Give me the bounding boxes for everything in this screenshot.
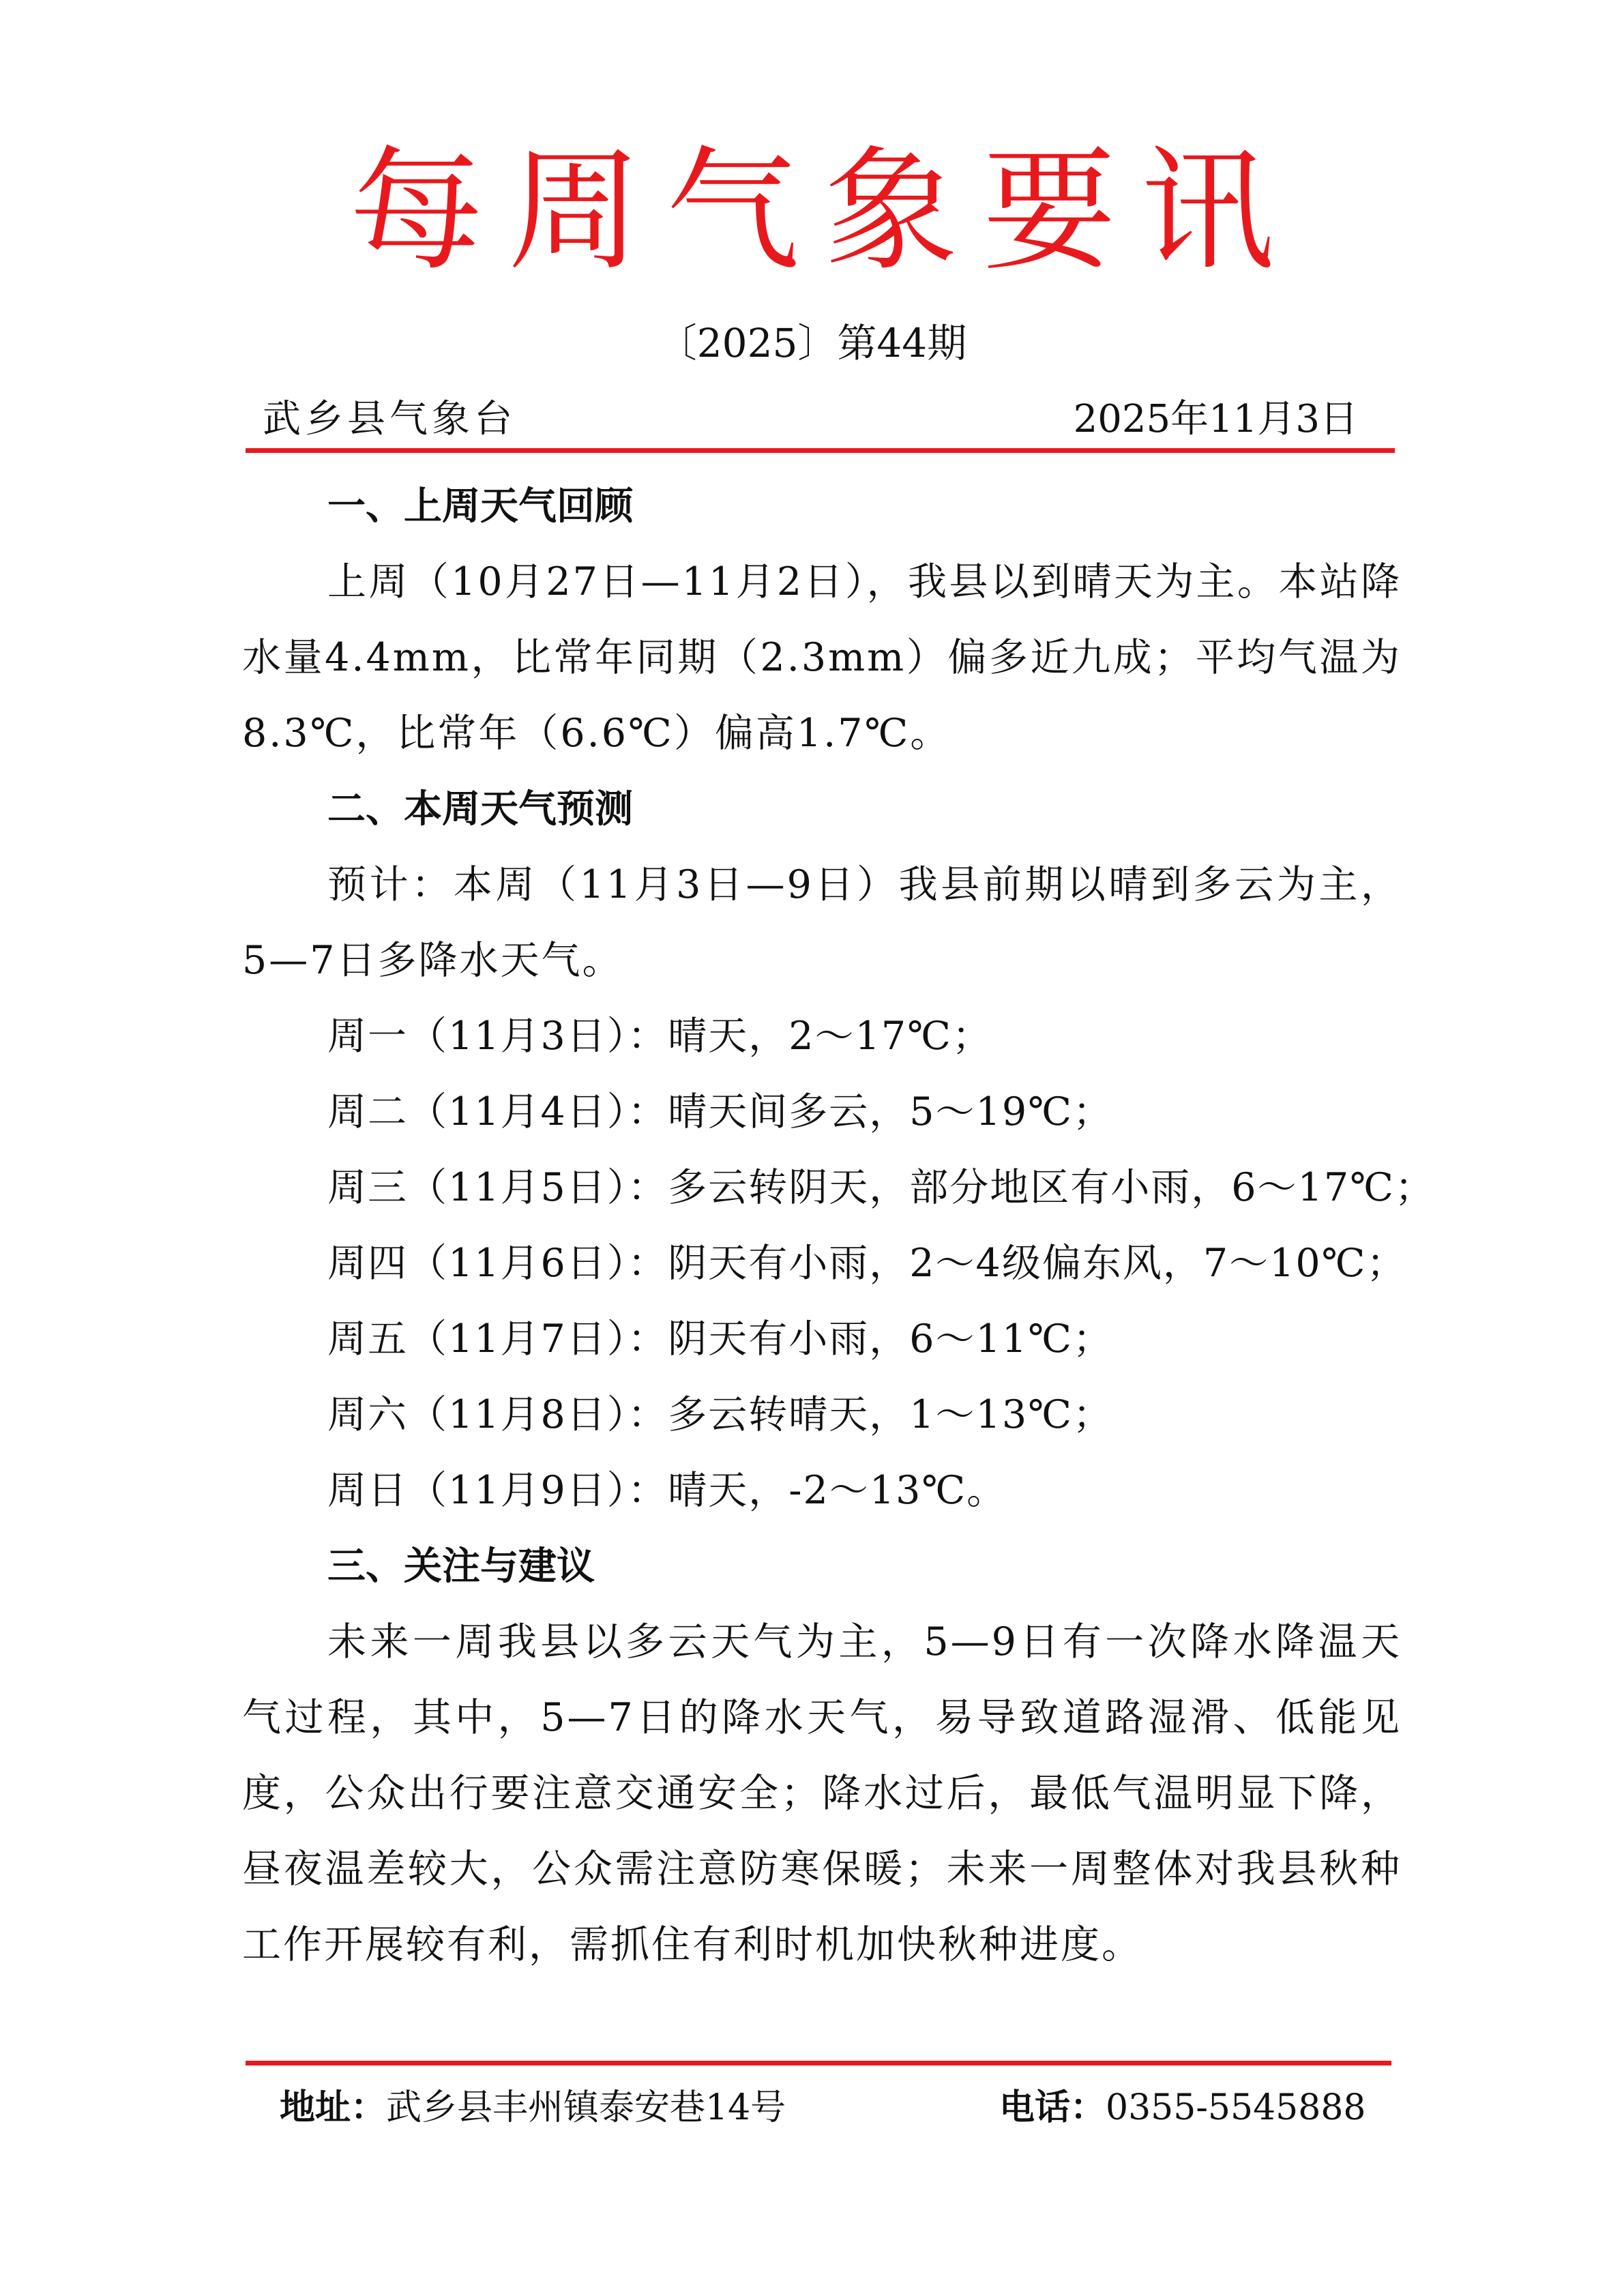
bulletin-body xyxy=(242,469,1435,1983)
phone-value: 0355-5545888 xyxy=(1106,2087,1366,2128)
forecast-item: 周日（11月9日）：晴天，-2～13℃。 xyxy=(327,1468,1007,1513)
footer-phone xyxy=(999,2080,1366,2135)
footer-divider xyxy=(246,2061,1391,2065)
issue-number: 〔2025〕第44期 xyxy=(657,320,967,366)
forecast-list xyxy=(242,999,1435,1529)
section-heading-review: 一、上周天气回顾 xyxy=(327,484,633,529)
forecast-item: 周二（11月4日）：晴天间多云，5～19℃； xyxy=(327,1089,1113,1134)
forecast-intro: 预计：本周（11月3日—9日）我县前期以晴到多云为主，5—7日多降水天气。 xyxy=(242,862,1402,983)
phone-label: 电话： xyxy=(999,2087,1106,2128)
section-heading-forecast: 二、本周天气预测 xyxy=(327,787,633,832)
section-heading-advice: 三、关注与建议 xyxy=(327,1544,595,1589)
advice-paragraph: 未来一周我县以多云天气为主，5—9日有一次降水降温天气过程，其中，5—7日的降水天气，易导致道路湿滑、低能见度，公众出行要注意交通安全；降水过后，最低气温明显下降，昼夜温差较大，公众需注意防寒保暖；未来一周整体对我县秋种工作开展较有利，需抓住有利时机加快秋种进度。 xyxy=(242,1619,1402,1967)
forecast-item: 周四（11月6日）：阴天有小雨，2～4级偏东风，7～10℃； xyxy=(327,1241,1407,1286)
review-paragraph: 上周（10月27日—11月2日），我县以到晴天为主。本站降水量4.4mm，比常年同期（2.3mm）偏多近九成；平均气温为8.3℃，比常年（6.6℃）偏高1.7℃。 xyxy=(242,559,1402,756)
forecast-item: 周五（11月7日）：阴天有小雨，6～11℃； xyxy=(327,1317,1113,1362)
publisher: 武乡县气象台 xyxy=(263,397,516,441)
address-label: 地址： xyxy=(280,2087,387,2128)
header-divider xyxy=(246,448,1395,453)
forecast-item: 周六（11月8日）：多云转晴天，1～13℃； xyxy=(327,1392,1113,1437)
footer-address xyxy=(280,2080,786,2135)
forecast-item: 周三（11月5日）：多云转阴天，部分地区有小雨，6～17℃； xyxy=(327,1165,1435,1210)
publish-date: 2025年11月3日 xyxy=(1073,397,1358,441)
forecast-item: 周一（11月3日）：晴天，2～17℃； xyxy=(327,1014,992,1059)
bulletin-title: 每周气象要讯 xyxy=(349,134,1299,289)
address-value: 武乡县丰州镇泰安巷14号 xyxy=(386,2087,786,2128)
